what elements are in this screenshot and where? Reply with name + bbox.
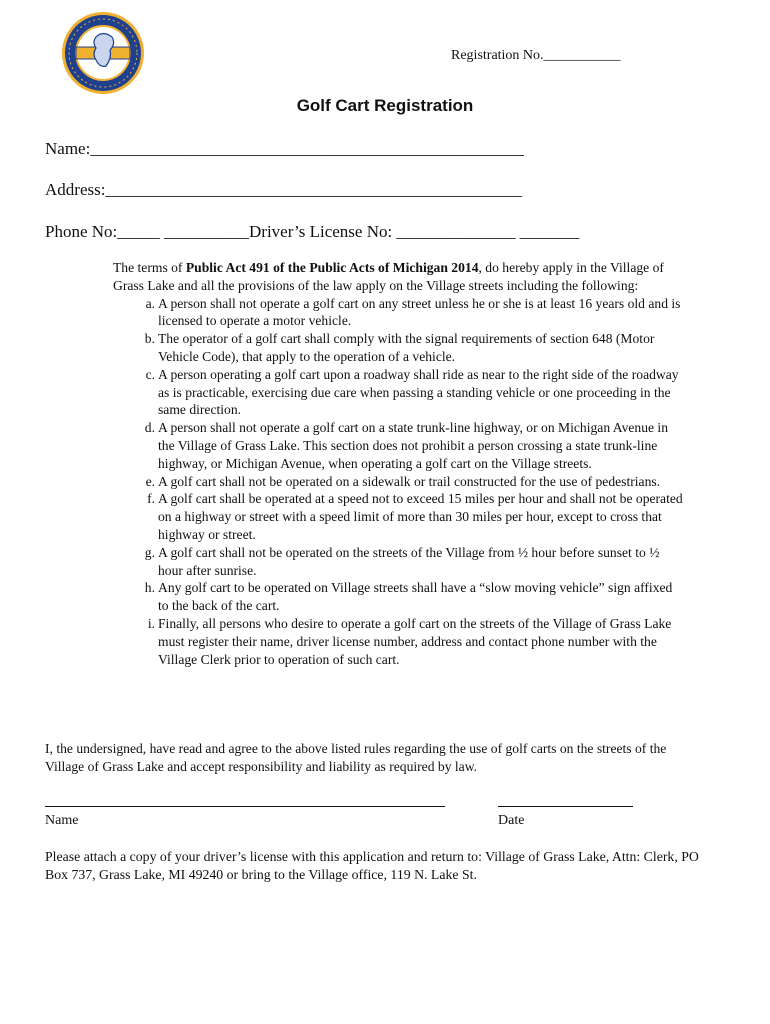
agreement-statement: I, the undersigned, have read and agree to the above listed rules regarding the use of golf carts on the streets of the Village of Grass Lake and accept responsibility and liability as required by law.: [45, 741, 667, 774]
rule-marker: h.: [144, 580, 155, 596]
terms-intro-pre: The terms of: [113, 260, 186, 275]
rule-item: [113, 330, 683, 366]
rule-text: A person shall not operate a golf cart on a state trunk-line highway, or on Michigan Avenue in the Village of Grass Lake. This section does not prohibit a person crossing a state trunk-line highway, or Michigan Avenue, when operating a golf cart on the Village streets.: [158, 420, 669, 471]
rule-marker: c.: [145, 366, 155, 382]
name-field[interactable]: Name:___________________________________________________: [45, 139, 524, 158]
terms-intro-post: , do hereby apply in the Village of Grass Lake and all the provisions of the law apply on the Village streets including the following:: [113, 260, 664, 293]
rule-marker: g.: [144, 544, 155, 560]
terms-intro: [113, 259, 683, 295]
act-reference: Public Act 491 of the Public Acts of Michigan 2014: [185, 260, 479, 275]
rule-item: [113, 473, 683, 491]
rules-list: [113, 295, 683, 669]
rule-item: [113, 615, 683, 668]
rule-item: [113, 295, 683, 331]
rule-marker: d.: [144, 420, 155, 436]
terms-section: [113, 259, 683, 668]
rule-text: A person operating a golf cart upon a roadway shall ride as near to the right side of the roadway as is practicable, exercising due care when passing a standing vehicle or one proceeding in the same direction.: [158, 366, 679, 418]
rule-marker: f.: [147, 491, 155, 507]
rule-text: A person shall not operate a golf cart on any street unless he or she is at least 16 years old and is licensed to operate a motor vehicle.: [158, 295, 681, 329]
registration-number-field[interactable]: Registration No.___________: [451, 48, 621, 63]
rule-item: [113, 490, 683, 543]
phone-license-field[interactable]: Phone No:_____ __________Driver’s License No: ______________ _______: [45, 222, 580, 241]
rule-item: [113, 579, 683, 615]
rule-text: A golf cart shall not be operated on a sidewalk or trail constructed for the use of pedestrians.: [158, 473, 661, 489]
rule-item: [113, 419, 683, 472]
rule-text: Finally, all persons who desire to operate a golf cart on the streets of the Village of Grass Lake must register their name, driver license number, address and contact phone number with the Village Clerk prior to operation of such cart.: [158, 615, 672, 667]
rule-item: [113, 366, 683, 419]
name-signature-label: Name: [45, 813, 79, 828]
date-signature-label: Date: [498, 813, 525, 828]
page-title: Golf Cart Registration: [296, 96, 474, 115]
rule-marker: e.: [145, 473, 155, 489]
rule-text: The operator of a golf cart shall comply with the signal requirements of section 648 (Motor Vehicle Code), that apply to the operation of a vehicle.: [158, 331, 655, 364]
rule-text: Any golf cart to be operated on Village streets shall have a “slow moving vehicle” sign affixed to the back of the cart.: [158, 580, 673, 614]
rule-marker: a.: [145, 295, 155, 311]
rule-text: A golf cart shall not be operated on the streets of the Village from ½ hour before sunset to ½ hour after sunrise.: [158, 544, 660, 578]
rule-text: A golf cart shall be operated at a speed not to exceed 15 miles per hour and shall not be operated on a highway or street with a speed limit of more than 30 miles per hour, except to cross that highway or street.: [158, 491, 683, 542]
rule-marker: b.: [144, 331, 155, 347]
rule-marker: i.: [147, 615, 155, 631]
village-seal-icon: [60, 10, 146, 96]
return-instructions: Please attach a copy of your driver’s license with this application and return to: Village of Grass Lake, Attn: Clerk, PO Box 737, Grass Lake, MI 49240 or bring to the Village office, 119 N. Lake St.: [45, 849, 699, 882]
date-signature-line[interactable]: [498, 806, 633, 807]
address-field[interactable]: Address:_________________________________________________: [45, 180, 522, 199]
rule-item: [113, 544, 683, 580]
name-signature-line[interactable]: [45, 806, 445, 807]
